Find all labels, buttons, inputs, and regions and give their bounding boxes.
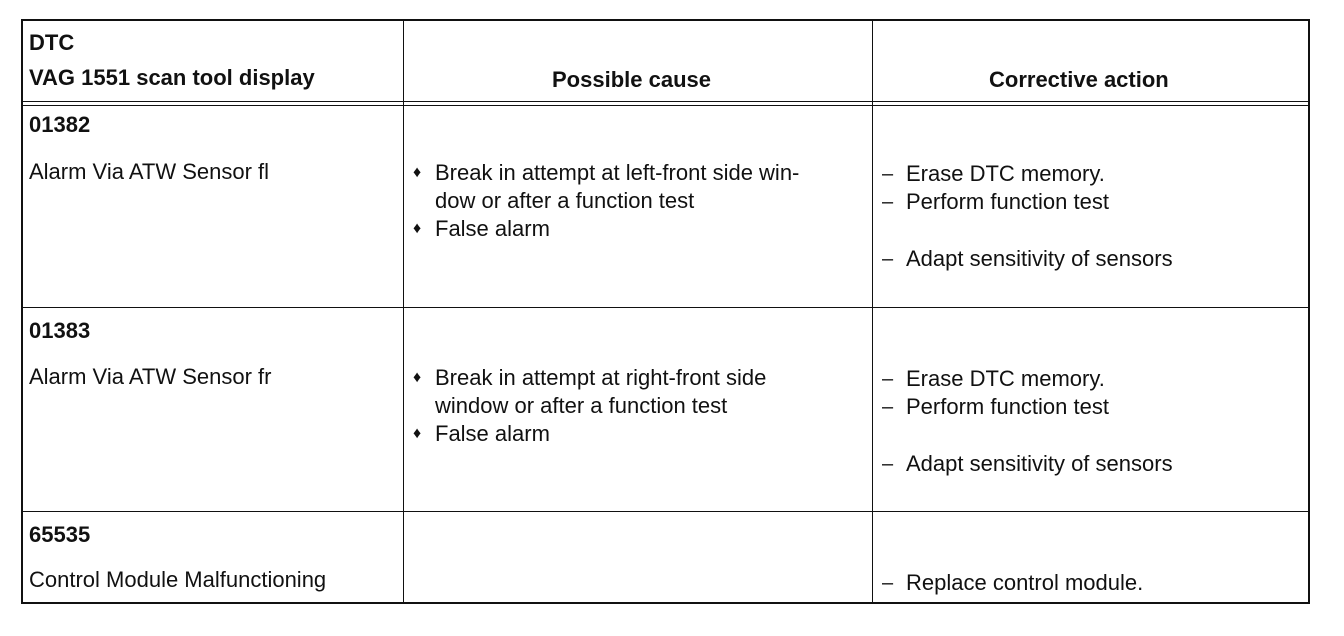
bullet-icon: ♦ [413, 220, 422, 237]
header-divider [23, 101, 1308, 106]
bullet-icon: ♦ [413, 425, 422, 442]
action-text: Erase DTC memory. [906, 366, 1105, 391]
cause-text: False alarm [435, 216, 550, 241]
dash-icon: – [882, 191, 894, 213]
bullet-icon: ♦ [413, 369, 422, 386]
header-possible-cause: Possible cause [552, 67, 711, 92]
action-text: Adapt sensitivity of sensors [906, 451, 1173, 476]
row-divider [23, 511, 1308, 512]
row-divider [23, 307, 1308, 308]
dtc-code: 01382 [29, 112, 91, 137]
cause-text: Break in attempt at right-front side [435, 365, 767, 390]
dtc-code: 65535 [29, 522, 91, 547]
action-text: Adapt sensitivity of sensors [906, 246, 1173, 271]
dash-icon: – [882, 396, 894, 418]
column-divider [872, 21, 873, 602]
cause-text: window or after a function test [435, 393, 728, 418]
dash-icon: – [882, 453, 894, 475]
header-display-label: VAG 1551 scan tool display [29, 65, 315, 90]
dash-icon: – [882, 163, 894, 185]
action-text: Replace control module. [906, 570, 1144, 595]
dtc-description: Alarm Via ATW Sensor fr [29, 364, 272, 389]
header-corrective-action: Corrective action [989, 67, 1169, 92]
action-text: Perform function test [906, 189, 1109, 214]
header-dtc-label: DTC [29, 30, 75, 55]
dtc-table [21, 19, 1310, 604]
cause-text: Break in attempt at left-front side win- [435, 160, 800, 185]
action-text: Perform function test [906, 394, 1109, 419]
dash-icon: – [882, 368, 894, 390]
action-text: Erase DTC memory. [906, 161, 1105, 186]
cause-text: dow or after a function test [435, 188, 695, 213]
bullet-icon: ♦ [413, 164, 422, 181]
dtc-description: Alarm Via ATW Sensor fl [29, 159, 270, 184]
cause-text: False alarm [435, 421, 550, 446]
column-divider [403, 21, 404, 602]
dtc-description: Control Module Malfunctioning [29, 567, 327, 592]
dtc-code: 01383 [29, 318, 91, 343]
dash-icon: – [882, 572, 894, 594]
dash-icon: – [882, 248, 894, 270]
